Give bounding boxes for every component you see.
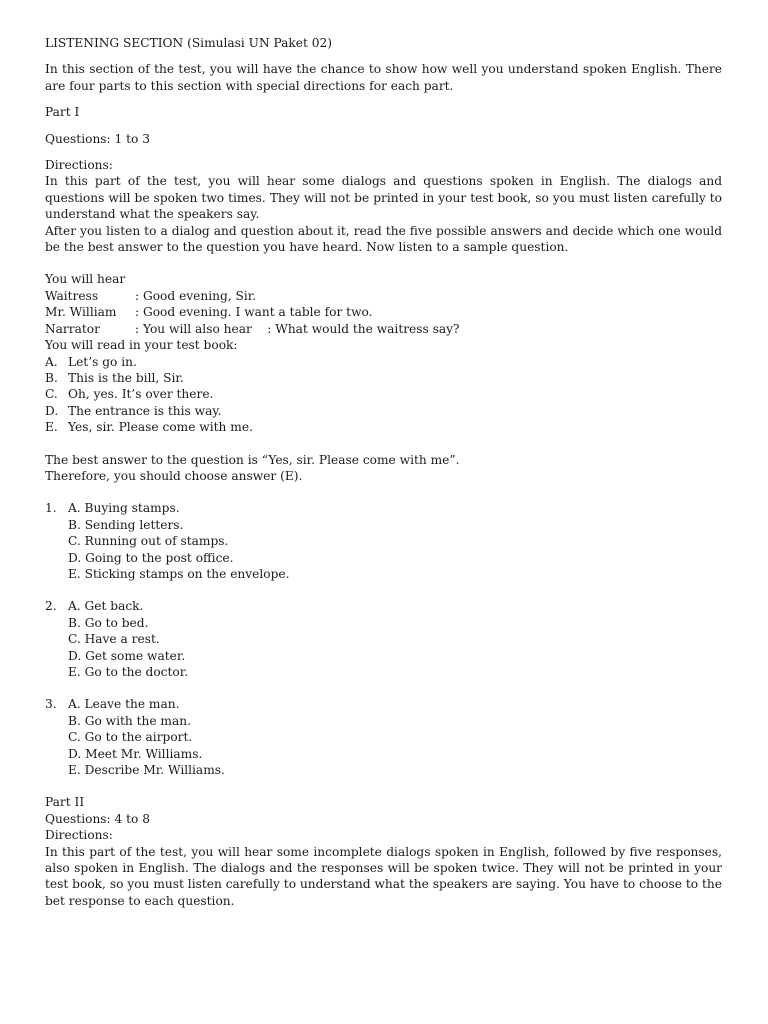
question-options	[68, 696, 722, 778]
part1-questions-range: Questions: 1 to 3	[45, 131, 151, 146]
therefore-text: Therefore, you should choose answer (E).	[45, 468, 303, 483]
you-will-read-label: You will read in your test book:	[45, 338, 238, 353]
sample-option	[45, 354, 722, 370]
sample-option	[45, 370, 722, 386]
document-page	[45, 35, 722, 909]
dialog-text: : Good evening, Sir.	[135, 288, 257, 303]
answer-option: C. Have a rest.	[68, 632, 160, 647]
answer-option: B. Sending letters.	[68, 517, 184, 532]
dialog-line	[45, 288, 722, 304]
answer-option: E. Describe Mr. Williams.	[68, 763, 225, 778]
best-answer-text: The best answer to the question is “Yes, sir. Please come with me”.	[45, 452, 460, 467]
question-number: 3.	[45, 697, 57, 712]
option-letter: A.	[45, 354, 58, 369]
answer-option: E. Sticking stamps on the envelope.	[68, 566, 290, 581]
part2-heading: Part II	[45, 795, 85, 810]
answer-option: B. Go to bed.	[68, 615, 149, 630]
part2-directions-label: Directions:	[45, 828, 113, 843]
question-item	[45, 500, 722, 582]
question-options	[68, 500, 722, 582]
answer-option: C. Running out of stamps.	[68, 534, 229, 549]
option-letter: E.	[45, 420, 58, 435]
question-options	[68, 598, 722, 680]
answer-option: B. Go with the man.	[68, 713, 191, 728]
answer-option: A. Leave the man.	[68, 697, 180, 712]
question-number: 1.	[45, 501, 57, 516]
part2-directions-paragraph: In this part of the test, you will hear some incomplete dialogs spoken in English, followed by five responses, also spoken in English. The dialogs and the responses will be spoken twice. They will not be printed in your test book, so you must listen carefully to understand what the speakers are saying. You have to choose to the bet response to each question.	[45, 844, 722, 908]
section-title: LISTENING SECTION (Simulasi UN Paket 02)	[45, 36, 333, 50]
answer-option: E. Go to the doctor.	[68, 665, 189, 679]
sample-option	[45, 403, 722, 419]
answer-option: A. Buying stamps.	[68, 501, 180, 516]
option-text: Let’s go in.	[68, 354, 137, 369]
option-letter: B.	[45, 370, 58, 385]
part1-directions-paragraph: In this part of the test, you will hear some dialogs and questions spoken in English. The dialogs and questions will be spoken two times. They will not be printed in your test book, so you must listen carefully to understand what the speakers say.	[45, 174, 722, 222]
dialog-speaker: Mr. William	[45, 305, 117, 320]
answer-option: D. Meet Mr. Williams.	[68, 746, 203, 761]
question-number: 2.	[45, 599, 57, 614]
dialog-text: : You will also hear : What would the waitress say?	[135, 321, 460, 336]
question-item	[45, 696, 722, 778]
dialog-line	[45, 304, 722, 320]
question-item	[45, 598, 722, 680]
part1-directions-paragraph-2: After you listen to a dialog and question about it, read the five possible answers and decide which one would be the best answer to the question you have heard. Now listen to a sample question.	[45, 223, 722, 255]
sample-option	[45, 386, 722, 402]
option-text: The entrance is this way.	[68, 403, 222, 418]
intro-paragraph: In this section of the test, you will have the chance to show how well you understand spoken English. There are four parts to this section with special directions for each part.	[45, 62, 722, 93]
option-text: Oh, yes. It’s over there.	[68, 387, 214, 402]
part1-heading: Part I	[45, 105, 80, 120]
part1-directions-label: Directions:	[45, 158, 113, 173]
you-will-hear-label: You will hear	[45, 272, 126, 287]
dialog-speaker: Waitress	[45, 288, 99, 303]
answer-option: A. Get back.	[68, 599, 144, 614]
answer-option: D. Going to the post office.	[68, 550, 234, 565]
dialog-speaker: Narrator	[45, 321, 100, 336]
answer-option: D. Get some water.	[68, 648, 186, 663]
option-letter: D.	[45, 403, 59, 418]
part2-questions-range: Questions: 4 to 8	[45, 811, 151, 826]
answer-option: C. Go to the airport.	[68, 730, 193, 745]
sample-option	[45, 419, 722, 435]
dialog-line	[45, 321, 722, 337]
option-text: This is the bill, Sir.	[68, 370, 184, 385]
dialog-text: : Good evening. I want a table for two.	[135, 305, 373, 320]
option-text: Yes, sir. Please come with me.	[68, 420, 253, 435]
option-letter: C.	[45, 387, 58, 402]
